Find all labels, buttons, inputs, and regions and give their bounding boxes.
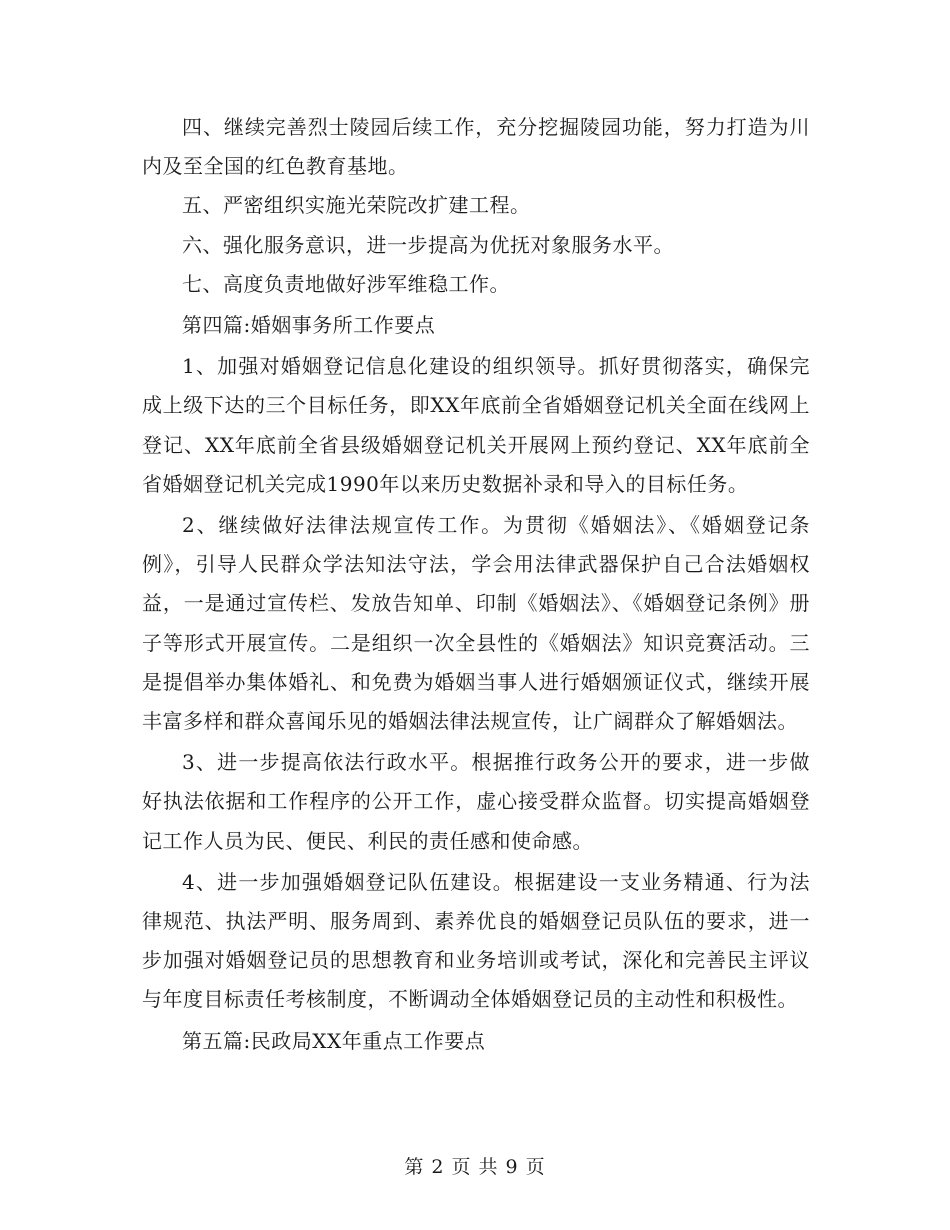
- paragraph-item-five: 五、严密组织实施光荣院改扩建工程。: [182, 193, 531, 218]
- paragraph-item-six: 六、强化服务意识，进一步提高为优抚对象服务水平。: [182, 232, 674, 257]
- page-footer: 第 2 页 共 9 页: [404, 1156, 546, 1178]
- paragraph-point-3: 3、进一步提高依法行政水平。根据推行政务公开的要求，进一步做好执法依据和工作程序的公开工作，虚心接受群众监督。切实提高婚姻登记工作人员为民、便民、利民的责任感和使命感。: [142, 750, 810, 853]
- paragraph-item-seven: 七、高度负责地做好涉军维稳工作。: [182, 271, 510, 296]
- paragraph-point-2: 2、继续做好法律法规宣传工作。为贯彻《婚姻法》、《婚姻登记条例》，引导人民群众学法知法守法，学会用法律武器保护自己合法婚姻权益，一是通过宣传栏、发放告知单、印制《婚姻法》、《婚姻登记条例》册子等形式开展宣传。二是组织一次全县性的《婚姻法》知识竞赛活动。三是提倡举办集体婚礼、和免费为婚姻当事人进行婚姻颁证仪式，继续开展丰富多样和群众喜闻乐见的婚姻法律法规宣传，让广阔群众了解婚姻法。: [142, 513, 810, 734]
- section-heading-five: 第五篇:民政局XX年重点工作要点: [182, 1028, 486, 1053]
- paragraph-point-4: 4、进一步加强婚姻登记队伍建设。根据建设一支业务精通、行为法律规范、执法严明、服务周到、素养优良的婚姻登记员队伍的要求，进一步加强对婚姻登记员的思想教育和业务培训或考试，深化和完善民主评议与年度目标责任考核制度，不断调动全体婚姻登记员的主动性和积极性。: [142, 869, 810, 1012]
- section-heading-four: 第四篇:婚姻事务所工作要点: [182, 313, 436, 338]
- paragraph-point-1: 1、加强对婚姻登记信息化建设的组织领导。抓好贯彻落实，确保完成上级下达的三个目标任务，即XX年底前全省婚姻登记机关全面在线网上登记、XX年底前全省县级婚姻登记机关开展网上预约登记、XX年底前全省婚姻登记机关完成1990年以来历史数据补录和导入的目标任务。: [142, 354, 810, 496]
- document-page: [142, 108, 810, 1061]
- paragraph-item-four: 四、继续完善烈士陵园后续工作，充分挖掘陵园功能，努力打造为川内及至全国的红色教育基地。: [142, 115, 810, 179]
